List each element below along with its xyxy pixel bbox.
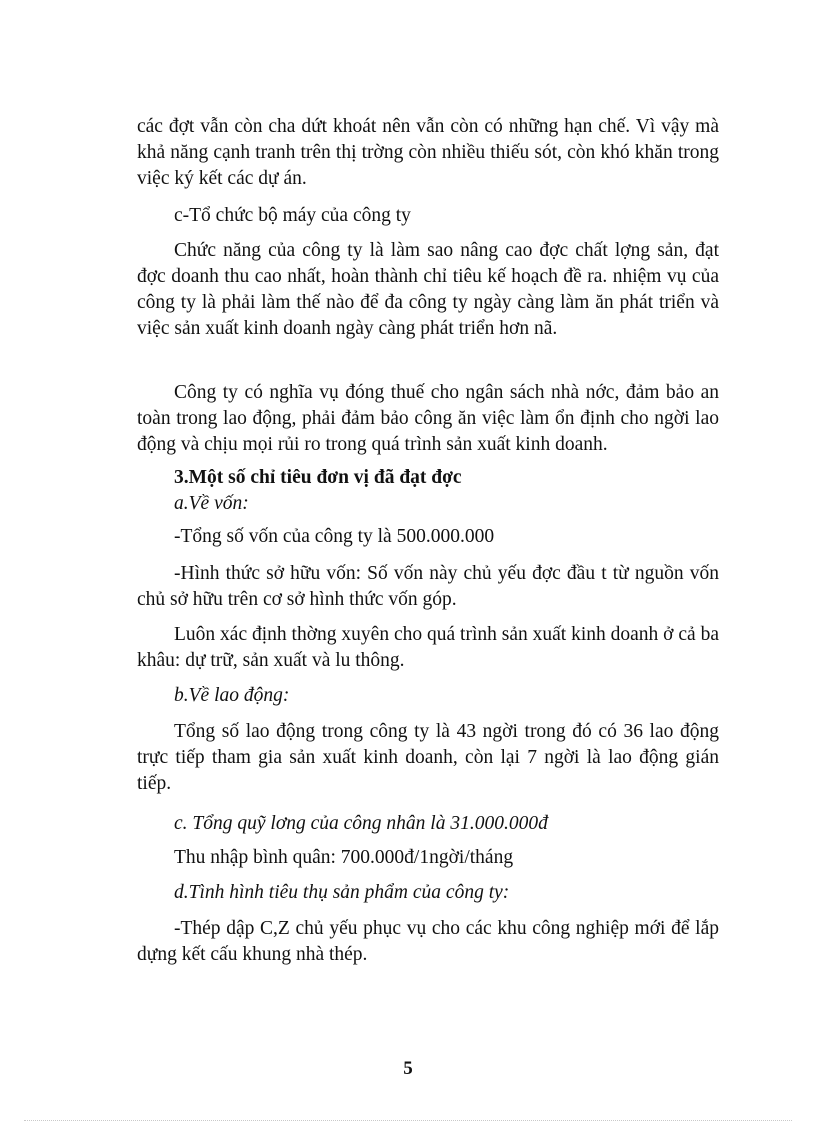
- subheading-organization: c-Tổ chức bộ máy của công ty: [174, 205, 411, 226]
- section-heading-indicators: 3.Một số chỉ tiêu đơn vị đã đạt đợc: [174, 467, 462, 488]
- subheading-wage-fund: c. Tổng quỹ lơng của công nhân là 31.000.000đ: [174, 813, 548, 834]
- paragraph-labor: Tổng số lao động trong công ty là 43 ngời trong đó có 36 lao động trực tiếp tham gia sản xuất kinh doanh, còn lại 7 ngời là lao động gián tiếp.: [137, 721, 719, 794]
- paragraph-total-capital: -Tổng số vốn của công ty là 500.000.000: [174, 526, 495, 547]
- footer-divider: [24, 1120, 792, 1121]
- subheading-labor: b.Về lao động:: [174, 685, 290, 706]
- paragraph-continuation: các đợt vẫn còn cha dứt khoát nên vẫn còn có những hạn chế. Vì vậy mà khả năng cạnh tranh trên thị trờng còn nhiều thiếu sót, còn khó khăn trong việc ký kết các dự án.: [137, 116, 719, 189]
- page-number: 5: [403, 1058, 413, 1079]
- paragraph-functions: Chức năng của công ty là làm sao nâng cao đợc chất lợng sản, đạt đợc doanh thu cao nhất, hoàn thành chỉ tiêu kế hoạch đề ra. nhiệm vụ của công ty là phải làm thế nào để đa công ty ngày càng làm ăn phát triển và việc sản xuất kinh doanh ngày càng phát triển hơn nã.: [137, 240, 719, 339]
- paragraph-average-income: Thu nhập bình quân: 700.000đ/1ngời/tháng: [174, 847, 514, 868]
- subheading-capital: a.Về vốn:: [174, 493, 249, 514]
- paragraph-continuous-capital: Luôn xác định thờng xuyên cho quá trình sản xuất kinh doanh ở cả ba khâu: dự trữ, sản xuất và lu thông.: [137, 624, 719, 671]
- paragraph-capital-ownership: -Hình thức sở hữu vốn: Số vốn này chủ yếu đợc đầu t từ nguồn vốn chủ sở hữu trên cơ sở hình thức vốn góp.: [137, 563, 719, 610]
- subheading-consumption: d.Tình hình tiêu thụ sản phẩm của công ty:: [174, 882, 510, 903]
- paragraph-obligations: Công ty có nghĩa vụ đóng thuế cho ngân sách nhà nớc, đảm bảo an toàn trong lao động, phải đảm bảo công ăn việc làm ổn định cho ngời lao động và chịu mọi rủi ro trong quá trình sản xuất kinh doanh.: [137, 382, 719, 455]
- paragraph-steel-products: -Thép dập C,Z chủ yếu phục vụ cho các khu công nghiệp mới để lắp dựng kết cấu khung nhà thép.: [137, 918, 719, 965]
